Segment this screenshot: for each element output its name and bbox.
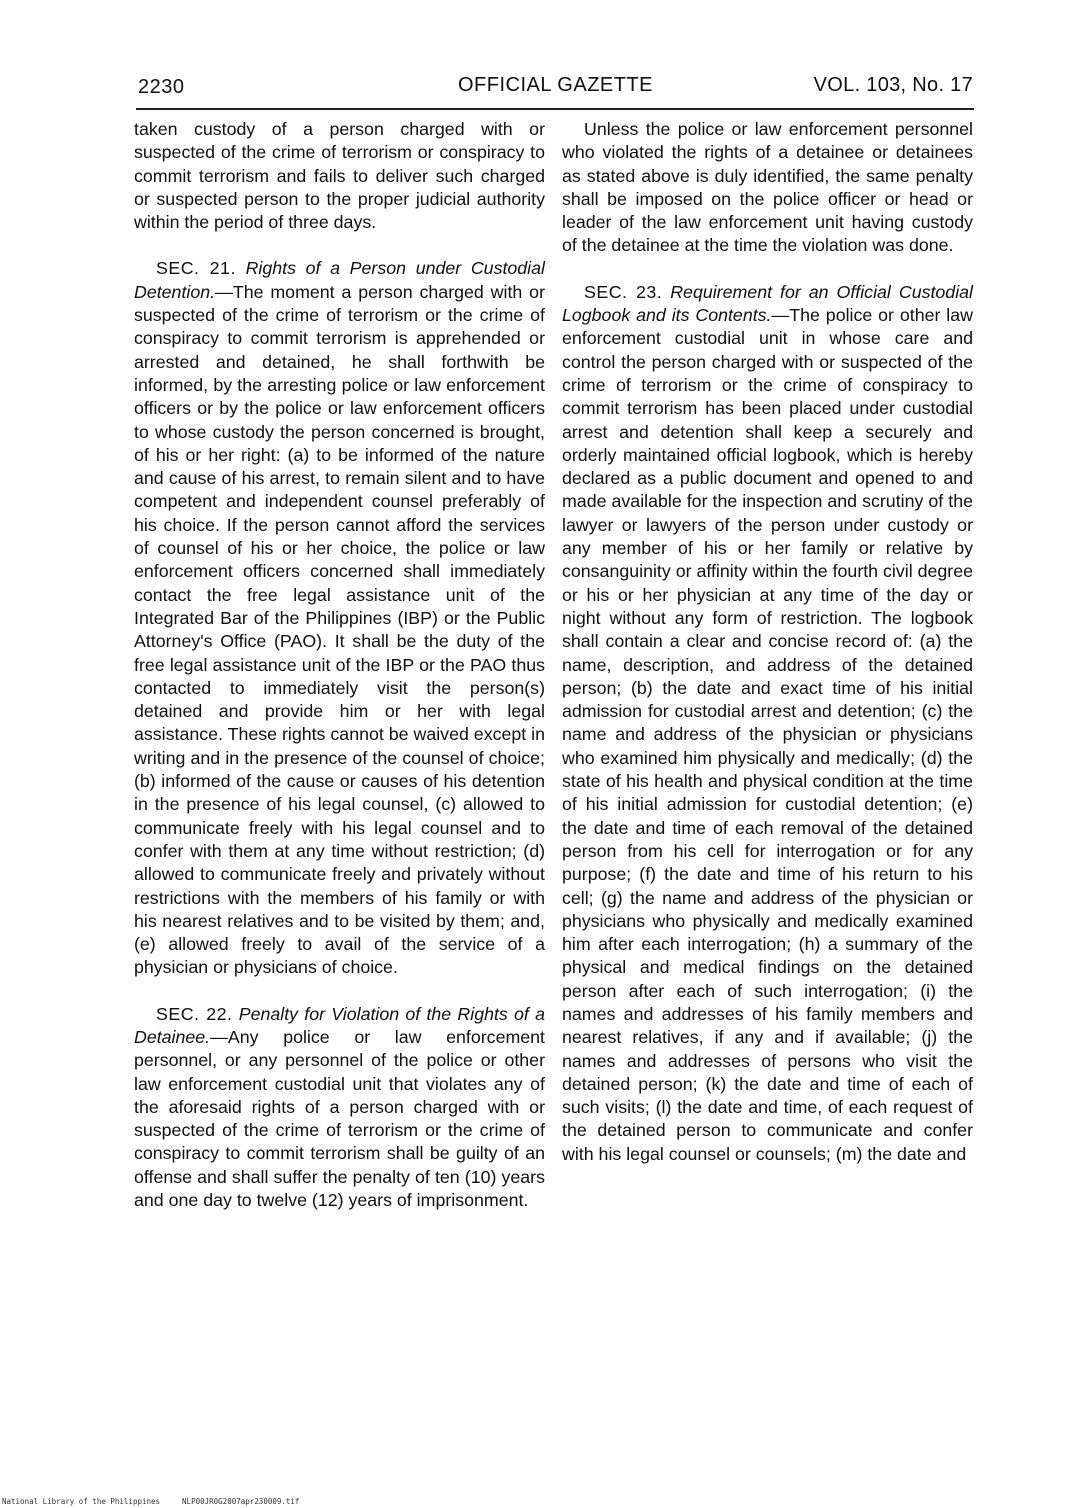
library-credit: National Library of the Philippines: [2, 1497, 161, 1506]
section-number: SEC. 22.: [156, 1003, 233, 1024]
section-body: —The police or other law enforcement custodial unit in whose care and control the person charged with or suspected of the crime of terrorism or the crime of conspiracy to commit terrorism has been placed under custodial arrest and detention shall keep a securely and orderly maintained official logbook, which is hereby declared as a public document and opened to and made available for the inspection and scrutiny of the lawyer or lawyers of the person under custody or any member of his or her family or relative by consanguinity or affinity within the fourth civil degree or his or her physician at any time of the day or night without any form of restriction. The logbook shall contain a clear and concise record of: (a) the name, description, and address of the detained person; (b) the date and exact time of his initial admission for custodial arrest and detention; (c) the name and address of the physician or physicians who examined him physically and medically; (d) the state of his health and physical condition at the time of his initial admission for custodial detention; (e) the date and time of each removal of the detained person from his cell for interrogation or for any purpose; (f) the date and time of his return to his cell; (g) the name and address of the physician or physicians who physically and medically examined him after each interrogation; (h) a summary of the physical and medical findings on the detained person after each of such interrogation; (i) the names and addresses of his family members and nearest relatives, if any and if available; (j) the names and addresses of persons who visit the detained person; (k) the date and time of each of such visits; (l) the date and time, of each request of the detained person to communicate and confer with his legal counsel or counsels; (m) the date and: [562, 305, 973, 1164]
section-22: [134, 1003, 545, 1213]
right-column: [562, 118, 973, 1166]
header-rule: [136, 108, 974, 110]
section-body: —The moment a person charged with or suspected of the crime of terrorism or the crime of conspiracy to commit terrorism is apprehended or arrested and detained, he shall forthwith be informed, by the arresting police or law enforcement officers or by the police or law enforcement officers to whose custody the person concerned is brought, of his or her right: (a) to be informed of the nature and cause of his arrest, to remain silent and to have competent and independent counsel preferably of his choice. If the person cannot afford the services of counsel of his or her choice, the police or law enforcement officers concerned shall immediately contact the free legal assistance unit of the Integrated Bar of the Philippines (IBP) or the Public Attorney's Office (PAO). It shall be the duty of the free legal assistance unit of the IBP or the PAO thus contacted to immediately visit the person(s) detained and provide him or her with legal assistance. These rights cannot be waived except in writing and in the presence of the counsel of choice; (b) informed of the cause or causes of his detention in the presence of his legal counsel, (c) allowed to communicate freely with his legal counsel and to confer with them at any time without restriction; (d) allowed to communicate freely and privately without restrictions with the members of his family or with his nearest relatives and to be visited by them; and, (e) allowed freely to avail of the service of a physician or physicians of choice.: [134, 281, 545, 978]
section-title: Penalty for Violation of the Rights of a Detainee.: [134, 1003, 545, 1047]
section-title: Requirement for an Official Custodial Logbook and its Contents.: [562, 281, 973, 326]
section-title: Rights of a Person under Custodial Detention.: [134, 258, 545, 302]
left-column: [134, 118, 545, 1212]
scan-footer: [2, 1497, 299, 1506]
continuation-paragraph: taken custody of a person charged with or suspected of the crime of terrorism or conspiracy to commit terrorism and fails to deliver such charged or suspected person to the proper judicial authority within the period of three days.: [134, 119, 545, 233]
section-21: [134, 257, 545, 979]
section-22-continuation: Unless the police or law enforcement personnel who violated the rights of a detainee or detainees as stated above is duly identified, the same penalty shall be imposed on the police officer or head or leader of the law enforcement unit having custody of the detainee at the time the violation was done.: [562, 119, 973, 256]
page-header: [138, 70, 973, 104]
page-number: 2230: [138, 76, 185, 98]
section-number: SEC. 23.: [584, 281, 663, 302]
section-number: SEC. 21.: [156, 258, 236, 279]
section-23: [562, 281, 973, 1166]
publication-title: OFFICIAL GAZETTE: [457, 74, 654, 96]
scan-filename: NLP00JR0G2007apr230009.tif: [182, 1497, 300, 1506]
section-body: —Any police or law enforcement personnel, or any personnel of the police or other law enforcement custodial unit that violates any of the aforesaid rights of a person charged with or suspected of the crime of terrorism or the crime of conspiracy to commit terrorism shall be guilty of an offense and shall suffer the penalty of ten (10) years and one day to twelve (12) years of imprisonment.: [134, 1026, 545, 1211]
volume-issue: VOL. 103, No. 17: [813, 74, 973, 96]
